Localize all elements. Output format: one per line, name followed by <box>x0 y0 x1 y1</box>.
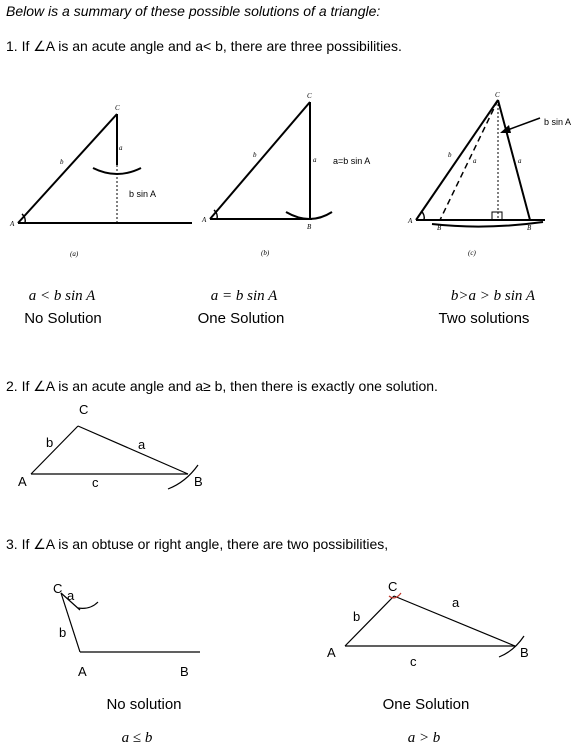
case2-label-c: c <box>92 475 99 490</box>
fig-a-label-height: b sin A <box>129 189 157 199</box>
case3-right-label-B: B <box>520 645 529 660</box>
figure-b <box>201 92 370 257</box>
fig-b-label-A: A <box>202 216 207 224</box>
case3-right-label-A: A <box>327 645 336 660</box>
case1-statement: 1. If ∠A is an acute angle and a< b, there are three possibilities. <box>6 38 402 54</box>
case3-right-label-b: b <box>353 609 361 624</box>
fig-c-angle-arc <box>421 211 424 220</box>
figure-a <box>9 104 192 258</box>
case3-right-condition: a > b <box>407 730 441 746</box>
case2-side-a <box>78 426 188 474</box>
fig-c-label-B1: B <box>437 224 442 232</box>
case3-left-label-b: b <box>59 625 67 640</box>
case2-statement: 2. If ∠A is an acute angle and a≥ b, then there is exactly one solution. <box>6 378 438 394</box>
fig-b-label-B: B <box>307 223 312 231</box>
case2-side-b <box>31 426 78 474</box>
fig-c-result: Two solutions <box>438 310 530 327</box>
case3-right-label-a: a <box>452 595 460 610</box>
case3-left-label-C: C <box>53 581 63 596</box>
fig-a-caption: (a) <box>70 250 79 258</box>
case2-label-a: a <box>138 437 146 452</box>
fig-a-label-b: b <box>60 158 64 166</box>
fig-c-label-C: C <box>495 91 500 99</box>
case3-left-label-A: A <box>78 664 87 679</box>
case3-right-label-C: C <box>388 579 398 594</box>
case3-right-label-c: c <box>410 654 417 669</box>
fig-b-condition: a = b sin A <box>210 288 278 304</box>
fig-c-right-angle <box>492 212 502 220</box>
fig-b-result: One Solution <box>197 310 285 327</box>
fig-b-label-b: b <box>253 151 257 159</box>
fig-a-label-a: a <box>119 144 123 152</box>
case2-label-B: B <box>194 474 203 489</box>
fig-c-label-B2: B <box>527 224 532 232</box>
fig-c-label-a1: a <box>473 157 477 165</box>
fig-c-label-a2: a <box>518 157 522 165</box>
figure-case3-left <box>53 581 200 679</box>
fig-a-side-b <box>18 114 117 223</box>
case3-left-arc <box>78 602 98 608</box>
fig-a-label-A: A <box>10 220 15 228</box>
page-heading: Below is a summary of these possible solutions of a triangle: <box>6 3 381 19</box>
figure-case3-right <box>327 579 529 669</box>
case2-label-C: C <box>79 402 89 417</box>
fig-a-label-C: C <box>115 104 120 112</box>
fig-c-side-a1 <box>440 100 498 220</box>
case2-label-b: b <box>46 435 54 450</box>
fig-a-result: No Solution <box>24 310 102 327</box>
fig-b-label-a: a <box>313 156 317 164</box>
fig-c-side-a2 <box>498 100 530 220</box>
fig-c-caption: (c) <box>468 249 476 257</box>
figure-case2 <box>18 402 203 490</box>
fig-b-caption: (b) <box>261 249 270 257</box>
fig-b-label-C: C <box>307 92 312 100</box>
case3-right-result: One Solution <box>382 696 470 713</box>
fig-c-side-b <box>416 100 498 220</box>
fig-c-label-b: b <box>448 151 452 159</box>
fig-c-label-A: A <box>408 217 413 225</box>
case3-statement: 3. If ∠A is an obtuse or right angle, there are two possibilities, <box>6 536 389 552</box>
case3-left-label-B: B <box>180 664 189 679</box>
figure-c <box>407 91 571 257</box>
fig-c-condition: b>a > b sin A <box>450 288 536 304</box>
case3-left-result: No solution <box>106 696 182 713</box>
fig-c-label-height: b sin A <box>544 117 572 127</box>
case3-left-condition: a ≤ b <box>121 730 153 746</box>
fig-b-label-height: a=b sin A <box>333 156 371 166</box>
case3-left-label-a: a <box>67 588 75 603</box>
fig-a-condition: a < b sin A <box>28 288 96 304</box>
fig-b-side-b <box>210 102 310 219</box>
case2-label-A: A <box>18 474 27 489</box>
